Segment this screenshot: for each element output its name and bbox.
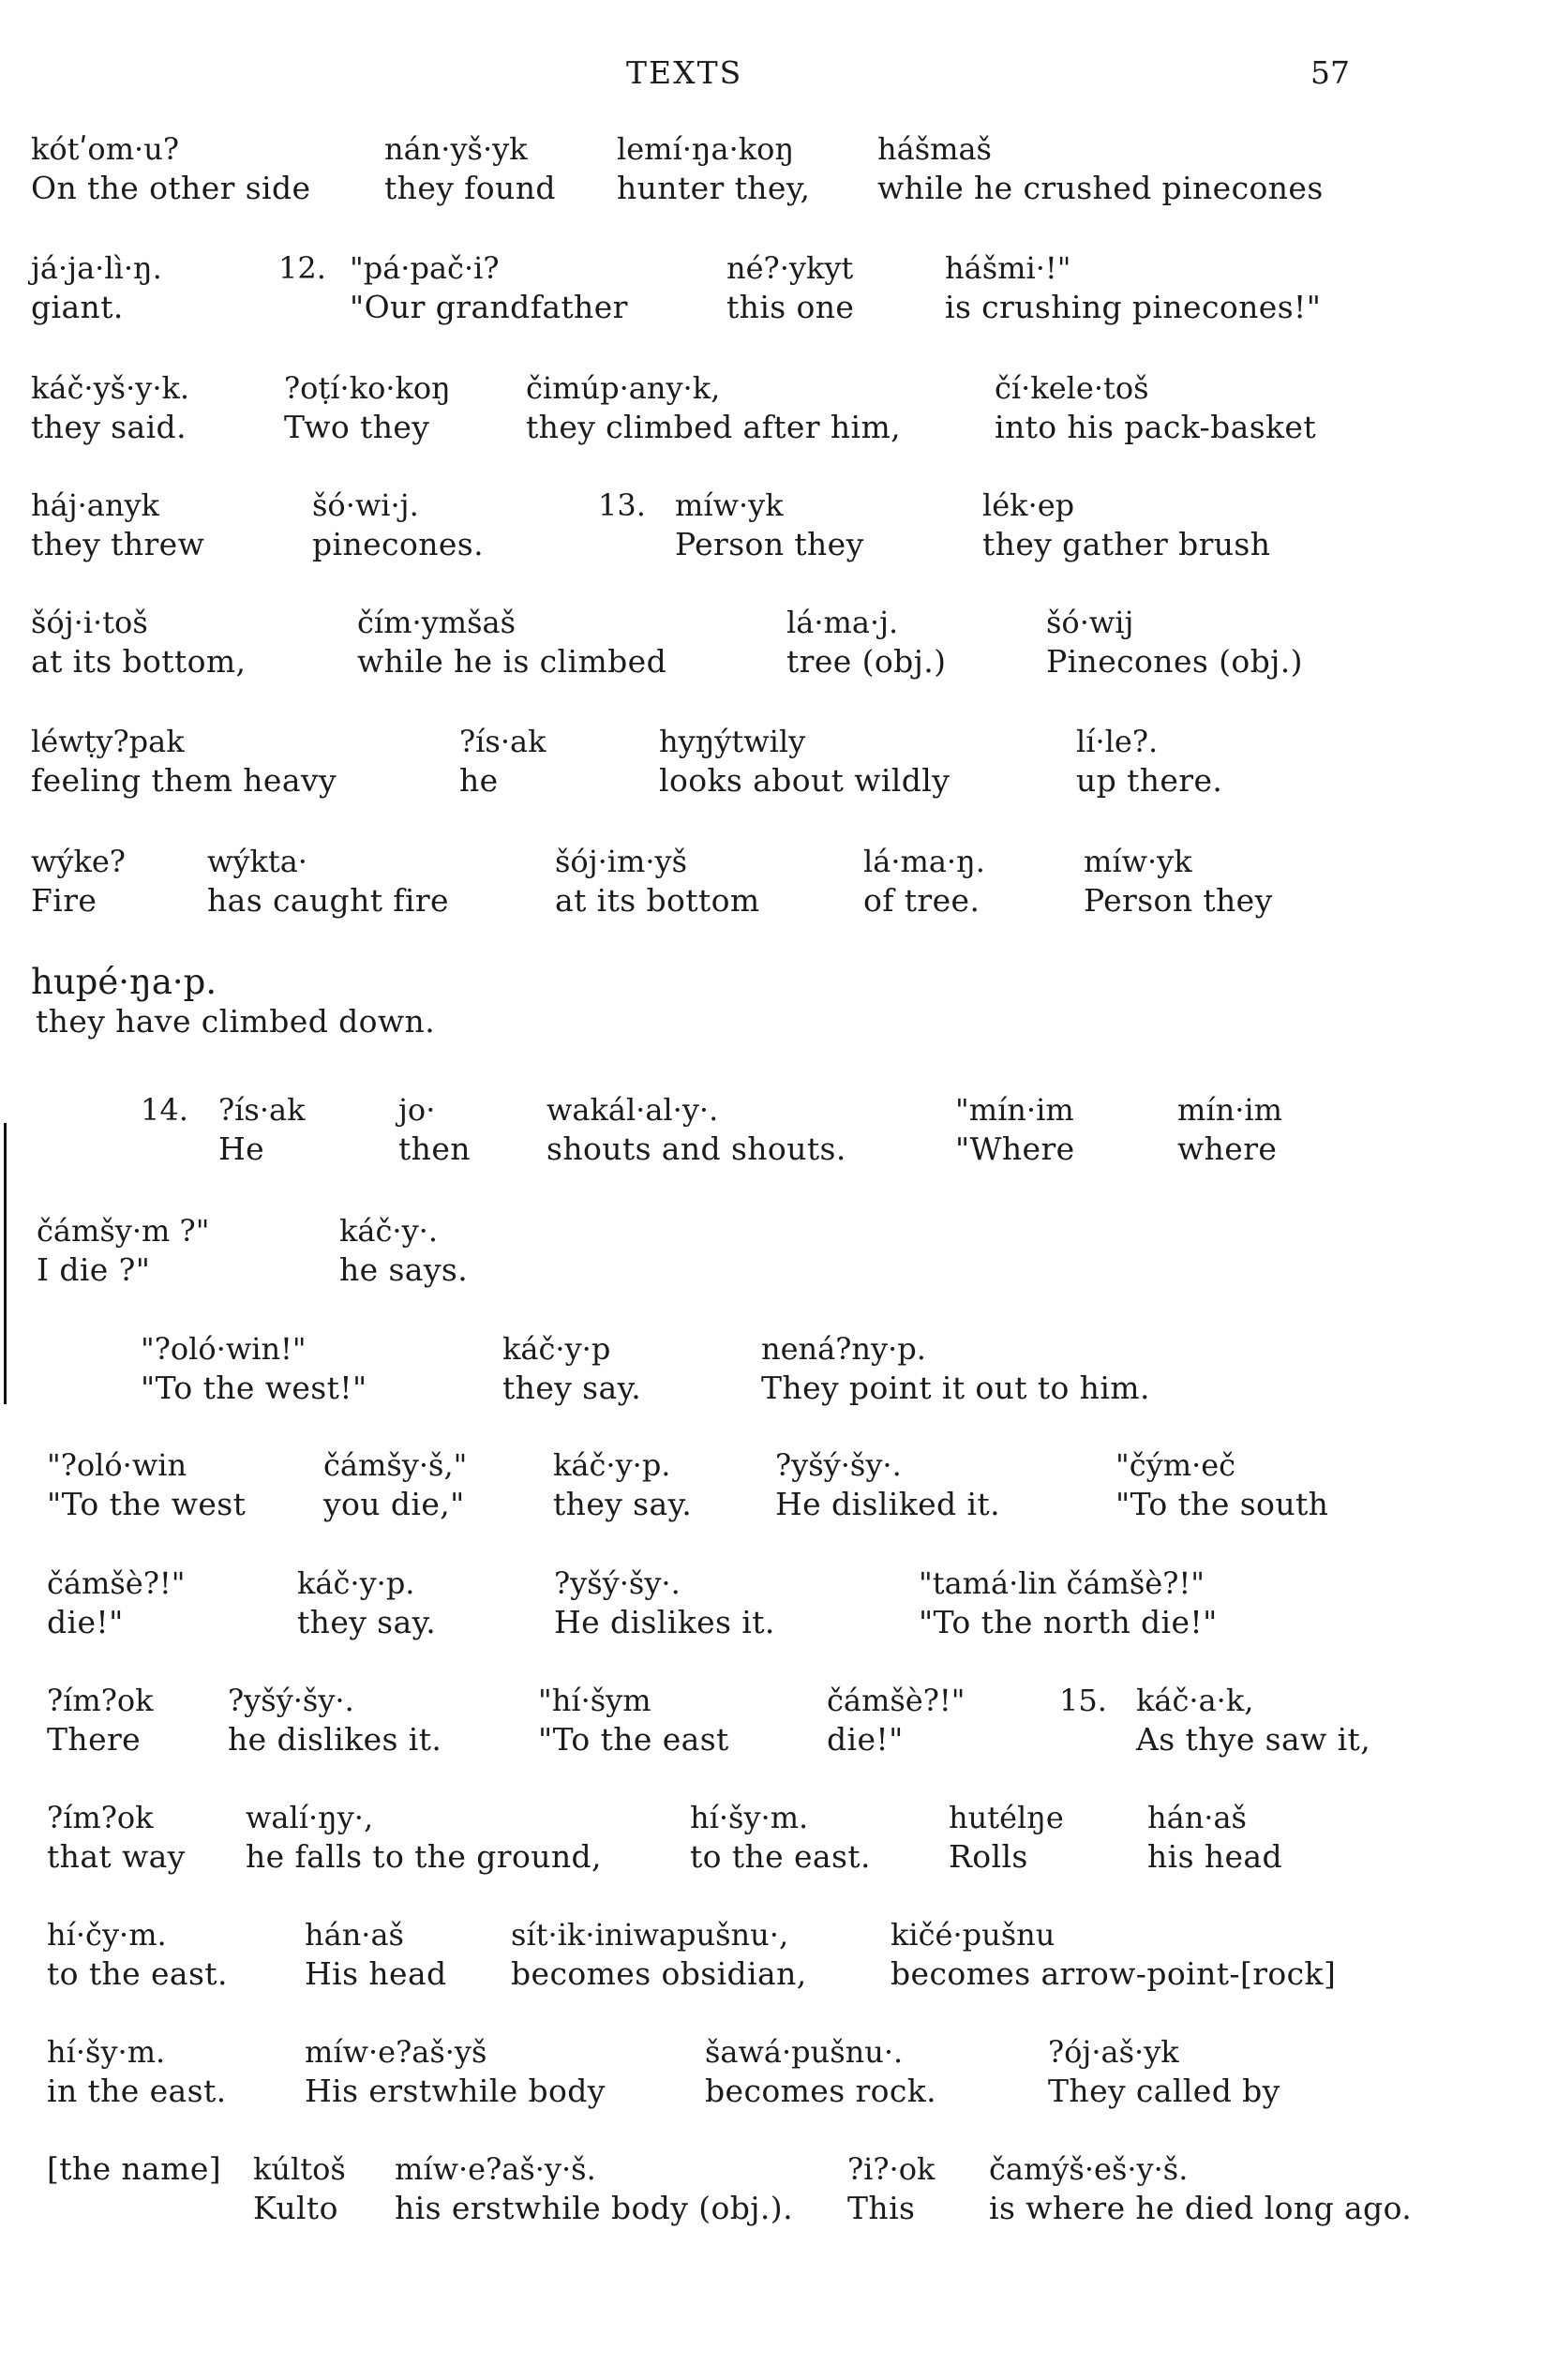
native-word: káč·y·. xyxy=(339,1213,438,1249)
interlinear-segment xyxy=(47,2149,221,2189)
native-word: čámšy·š," xyxy=(323,1447,468,1483)
gloss-text: Person they xyxy=(675,526,864,562)
gloss-text: they said. xyxy=(31,409,187,445)
interlinear-segment xyxy=(891,1915,1336,1994)
gloss-text: they gather brush xyxy=(982,526,1271,562)
gloss-text: of tree. xyxy=(863,882,981,919)
native-word: mín·im xyxy=(1177,1092,1282,1128)
native-word: kičé·pušnu xyxy=(891,1917,1055,1953)
native-word: čámšè?!" xyxy=(827,1683,966,1718)
interlinear-segment xyxy=(31,129,310,208)
interlinear-segment xyxy=(47,2032,227,2111)
interlinear-segment xyxy=(384,129,556,208)
native-word: wýke? xyxy=(31,844,126,879)
native-word: ?ím?ok xyxy=(47,1683,154,1718)
gloss-text: they climbed after him, xyxy=(526,409,902,445)
gloss-text: he dislikes it. xyxy=(228,1721,442,1758)
interlinear-segment xyxy=(726,248,854,327)
gloss-text: "To the north die!" xyxy=(919,1604,1218,1640)
interlinear-segment xyxy=(989,2149,1412,2228)
gloss-text: Fire xyxy=(31,882,97,919)
gloss-text: has caught fire xyxy=(207,882,449,919)
native-word: čím·ymšaš xyxy=(357,605,516,640)
interlinear-segment xyxy=(31,248,162,327)
interlinear-segment xyxy=(827,1681,965,1759)
gloss-text: this one xyxy=(726,289,855,325)
gloss-text: they found xyxy=(384,170,556,206)
native-word: ?ís·ak xyxy=(459,724,546,759)
native-word: nán·yš·yk xyxy=(384,131,528,167)
interlinear-segment xyxy=(554,1564,775,1642)
native-word: lá·ma·ŋ. xyxy=(863,844,985,879)
interlinear-segment xyxy=(502,1329,641,1408)
gloss-text: they have climbed down. xyxy=(36,1003,436,1040)
native-word: hutélŋe xyxy=(949,1800,1064,1835)
sentence-number: 15. xyxy=(1059,1683,1107,1718)
gloss-text: This xyxy=(847,2190,916,2226)
interlinear-segment xyxy=(995,368,1316,447)
gloss-text: He xyxy=(218,1130,265,1167)
interlinear-segment xyxy=(218,1090,305,1169)
native-word: čamýš·eš·y·š. xyxy=(989,2151,1189,2187)
gloss-text: they say. xyxy=(553,1486,693,1522)
native-word: "tamá·lin čámšè?!" xyxy=(919,1565,1205,1601)
gloss-text: He dislikes it. xyxy=(554,1604,775,1640)
native-word: šó·wi·j. xyxy=(312,487,419,523)
interlinear-segment xyxy=(459,722,546,801)
native-word: míw·e?aš·y·š. xyxy=(395,2151,596,2187)
gloss-text: becomes arrow-point-[rock] xyxy=(891,1955,1337,1992)
interlinear-segment xyxy=(1136,1681,1370,1759)
gloss-text: Rolls xyxy=(949,1838,1028,1875)
native-word: léwṭy?pak xyxy=(31,724,185,759)
gloss-text: I die ?" xyxy=(37,1251,151,1288)
native-word: ?yšý·šy·. xyxy=(228,1683,354,1718)
native-word: hí·čy·m. xyxy=(47,1917,167,1953)
gloss-text: in the east. xyxy=(47,2073,227,2109)
gloss-text: you die," xyxy=(323,1486,465,1522)
gloss-text: His erstwhile body xyxy=(305,2073,606,2109)
interlinear-segment xyxy=(47,1445,246,1524)
interlinear-segment xyxy=(246,1798,602,1877)
interlinear-segment xyxy=(278,248,326,288)
native-word: šawá·pušnu·. xyxy=(705,2034,904,2070)
gloss-text: hunter they, xyxy=(617,170,811,206)
gloss-text: to the east. xyxy=(690,1838,871,1875)
sentence-number: 12. xyxy=(278,250,326,286)
gloss-text: looks about wildly xyxy=(659,762,951,799)
interlinear-segment xyxy=(555,842,760,921)
interlinear-segment xyxy=(31,722,337,801)
gloss-text: "Our grandfather xyxy=(350,289,628,325)
gloss-text: Two they xyxy=(284,409,430,445)
interlinear-segment xyxy=(395,2149,793,2228)
native-word: čámšy·m ?" xyxy=(37,1213,210,1249)
interlinear-segment xyxy=(357,603,666,681)
interlinear-segment xyxy=(323,1445,467,1524)
gloss-text: is where he died long ago. xyxy=(989,2190,1413,2226)
interlinear-segment xyxy=(47,1798,186,1877)
interlinear-segment xyxy=(31,486,204,564)
interlinear-segment xyxy=(47,1564,185,1642)
interlinear-segment xyxy=(705,2032,936,2111)
gloss-text: becomes obsidian, xyxy=(511,1955,807,1992)
native-word: wýkta· xyxy=(207,844,307,879)
native-word: "čým·eč xyxy=(1115,1447,1236,1483)
gloss-text: he falls to the ground, xyxy=(246,1838,602,1875)
native-word: wakál·al·y·. xyxy=(546,1092,719,1128)
gloss-text: On the other side xyxy=(31,170,311,206)
native-word: hyŋýtwily xyxy=(659,724,806,759)
native-word: walí·ŋy·, xyxy=(246,1800,374,1835)
interlinear-segment xyxy=(207,842,449,921)
gloss-text: die!" xyxy=(827,1721,904,1758)
native-word: hupé·ŋa·p. xyxy=(31,962,217,1002)
interlinear-segment xyxy=(31,603,246,681)
sentence-number: 13. xyxy=(598,487,646,523)
native-word: sít·ik·iniwapušnu·, xyxy=(511,1917,789,1953)
gloss-text: pinecones. xyxy=(312,526,485,562)
gloss-text: "To the west!" xyxy=(141,1370,367,1406)
native-word: ?ím?ok xyxy=(47,1800,154,1835)
gloss-text: while he crushed pinecones xyxy=(877,170,1324,206)
native-word: čimúp·any·k, xyxy=(526,370,721,406)
interlinear-segment xyxy=(31,842,126,921)
interlinear-segment xyxy=(617,129,810,208)
interlinear-segment xyxy=(305,2032,606,2111)
interlinear-segment xyxy=(955,1090,1075,1169)
interlinear-segment xyxy=(775,1445,1000,1524)
gloss-text: They point it out to him. xyxy=(761,1370,1150,1406)
native-word: lemí·ŋa·koŋ xyxy=(617,131,795,167)
native-word: ?i?·ok xyxy=(847,2151,936,2187)
native-word: né?·ykyt xyxy=(726,250,854,286)
gloss-text: giant. xyxy=(31,289,124,325)
native-word: hí·šy·m. xyxy=(47,2034,166,2070)
native-word: "?oló·win!" xyxy=(141,1331,307,1367)
native-word: kótʹom·u? xyxy=(31,131,179,167)
native-word: šój·i·toš xyxy=(31,605,148,640)
gloss-text: becomes rock. xyxy=(705,2073,937,2109)
native-word: lék·ep xyxy=(982,487,1075,523)
interlinear-segment xyxy=(31,963,435,1041)
interlinear-segment xyxy=(350,248,628,327)
interlinear-segment xyxy=(598,486,646,525)
gloss-text: while he is climbed xyxy=(357,643,667,680)
native-word: hášmaš xyxy=(877,131,992,167)
gloss-text: they say. xyxy=(297,1604,437,1640)
gloss-text: Person they xyxy=(1084,882,1273,919)
interlinear-segment xyxy=(538,1681,729,1759)
native-word: nená?ny·p. xyxy=(761,1331,926,1367)
interlinear-segment xyxy=(786,603,946,681)
interlinear-segment xyxy=(47,1681,154,1759)
margin-line xyxy=(4,1123,7,1404)
native-word: lá·ma·j. xyxy=(786,605,899,640)
gloss-text: they threw xyxy=(31,526,205,562)
gloss-text: at its bottom xyxy=(555,882,760,919)
gloss-text: that way xyxy=(47,1838,186,1875)
interlinear-segment xyxy=(949,1798,1064,1877)
native-word: hí·šy·m. xyxy=(690,1800,809,1835)
interlinear-segment xyxy=(690,1798,871,1877)
native-word: čí·kele·toš xyxy=(995,370,1149,406)
native-word: "pá·pač·i? xyxy=(350,250,500,286)
interlinear-segment xyxy=(1147,1798,1282,1877)
interlinear-segment xyxy=(1084,842,1273,921)
gloss-text: up there. xyxy=(1076,762,1223,799)
native-word: ?oṭí·ko·koŋ xyxy=(284,370,451,406)
native-word: já·ja·lì·ŋ. xyxy=(31,250,162,286)
native-word: hán·aš xyxy=(305,1917,404,1953)
interlinear-segment xyxy=(284,368,451,447)
gloss-text: tree (obj.) xyxy=(786,643,947,680)
native-word: ?yšý·šy·. xyxy=(775,1447,902,1483)
gloss-text: feeling them heavy xyxy=(31,762,337,799)
native-word: čámšè?!" xyxy=(47,1565,186,1601)
native-word: ?ój·aš·yk xyxy=(1048,2034,1179,2070)
interlinear-segment xyxy=(1059,1681,1107,1720)
interlinear-segment xyxy=(659,722,950,801)
interlinear-segment xyxy=(511,1915,807,1994)
native-word: káč·y·p. xyxy=(297,1565,415,1601)
interlinear-segment xyxy=(228,1681,442,1759)
gloss-text: [the name] xyxy=(47,2150,222,2187)
interlinear-segment xyxy=(1177,1090,1282,1169)
interlinear-segment xyxy=(297,1564,436,1642)
native-word: šój·im·yš xyxy=(555,844,688,879)
gloss-text: "To the south xyxy=(1115,1486,1329,1522)
interlinear-segment xyxy=(141,1329,367,1408)
native-word: hášmi·!" xyxy=(945,250,1071,286)
interlinear-segment xyxy=(305,1915,447,1994)
gloss-text: "To the east xyxy=(538,1721,729,1758)
native-word: lí·le?. xyxy=(1076,724,1159,759)
gloss-text: shouts and shouts. xyxy=(546,1130,846,1167)
interlinear-segment xyxy=(141,1090,188,1130)
native-word: ?yšý·šy·. xyxy=(554,1565,681,1601)
interlinear-segment xyxy=(546,1090,846,1169)
interlinear-segment xyxy=(761,1329,1150,1408)
gloss-text: There xyxy=(47,1721,142,1758)
gloss-text: As thye saw it, xyxy=(1136,1721,1371,1758)
gloss-text: die!" xyxy=(47,1604,124,1640)
interlinear-segment xyxy=(1046,603,1303,681)
interlinear-segment xyxy=(1076,722,1222,801)
gloss-text: he says. xyxy=(339,1251,469,1288)
interlinear-segment xyxy=(877,129,1324,208)
gloss-text: his head xyxy=(1147,1838,1283,1875)
interlinear-segment xyxy=(982,486,1270,564)
gloss-text: He disliked it. xyxy=(775,1486,1000,1522)
gloss-text: he xyxy=(459,762,499,799)
page-number: 57 xyxy=(1310,54,1350,91)
interlinear-segment xyxy=(863,842,985,921)
sentence-number: 14. xyxy=(141,1092,188,1128)
interlinear-segment xyxy=(47,1915,228,1994)
gloss-text: to the east. xyxy=(47,1955,228,1992)
gloss-text: at its bottom, xyxy=(31,643,247,680)
gloss-text: where xyxy=(1177,1130,1278,1167)
gloss-text: his erstwhile body (obj.). xyxy=(395,2190,793,2226)
interlinear-segment xyxy=(847,2149,935,2228)
interlinear-segment xyxy=(1115,1445,1328,1524)
interlinear-segment xyxy=(1048,2032,1280,2111)
native-word: míw·e?aš·yš xyxy=(305,2034,487,2070)
running-header-title: TEXTS xyxy=(626,54,743,91)
gloss-text: "To the west xyxy=(47,1486,247,1522)
native-word: šó·wij xyxy=(1046,605,1134,640)
interlinear-segment xyxy=(398,1090,471,1169)
gloss-text: "Where xyxy=(955,1130,1075,1167)
native-word: hán·aš xyxy=(1147,1800,1247,1835)
interlinear-segment xyxy=(945,248,1321,327)
gloss-text: into his pack-basket xyxy=(995,409,1317,445)
interlinear-segment xyxy=(37,1211,209,1290)
interlinear-segment xyxy=(31,368,189,447)
native-word: káč·yš·y·k. xyxy=(31,370,190,406)
gloss-text: then xyxy=(398,1130,471,1167)
interlinear-segment xyxy=(312,486,484,564)
gloss-text: is crushing pinecones!" xyxy=(945,289,1322,325)
gloss-text: Kulto xyxy=(253,2190,338,2226)
gloss-text: they say. xyxy=(502,1370,642,1406)
native-word: jo· xyxy=(398,1092,436,1128)
interlinear-segment xyxy=(253,2149,346,2228)
native-word: míw·yk xyxy=(675,487,784,523)
interlinear-segment xyxy=(526,368,901,447)
native-word: ?ís·ak xyxy=(218,1092,306,1128)
interlinear-segment xyxy=(675,486,864,564)
native-word: "?oló·win xyxy=(47,1447,187,1483)
native-word: káč·a·k, xyxy=(1136,1683,1254,1718)
native-word: háj·anyk xyxy=(31,487,159,523)
gloss-text: They called by xyxy=(1048,2073,1280,2109)
native-word: "hí·šym xyxy=(538,1683,651,1718)
interlinear-segment xyxy=(919,1564,1218,1642)
gloss-text: Pinecones (obj.) xyxy=(1046,643,1303,680)
native-word: kúltoš xyxy=(253,2151,346,2187)
native-word: káč·y·p. xyxy=(553,1447,671,1483)
native-word: míw·yk xyxy=(1084,844,1192,879)
interlinear-segment xyxy=(553,1445,692,1524)
native-word: "mín·im xyxy=(955,1092,1074,1128)
gloss-text: His head xyxy=(305,1955,447,1992)
interlinear-segment xyxy=(339,1211,468,1290)
native-word: káč·y·p xyxy=(502,1331,611,1367)
